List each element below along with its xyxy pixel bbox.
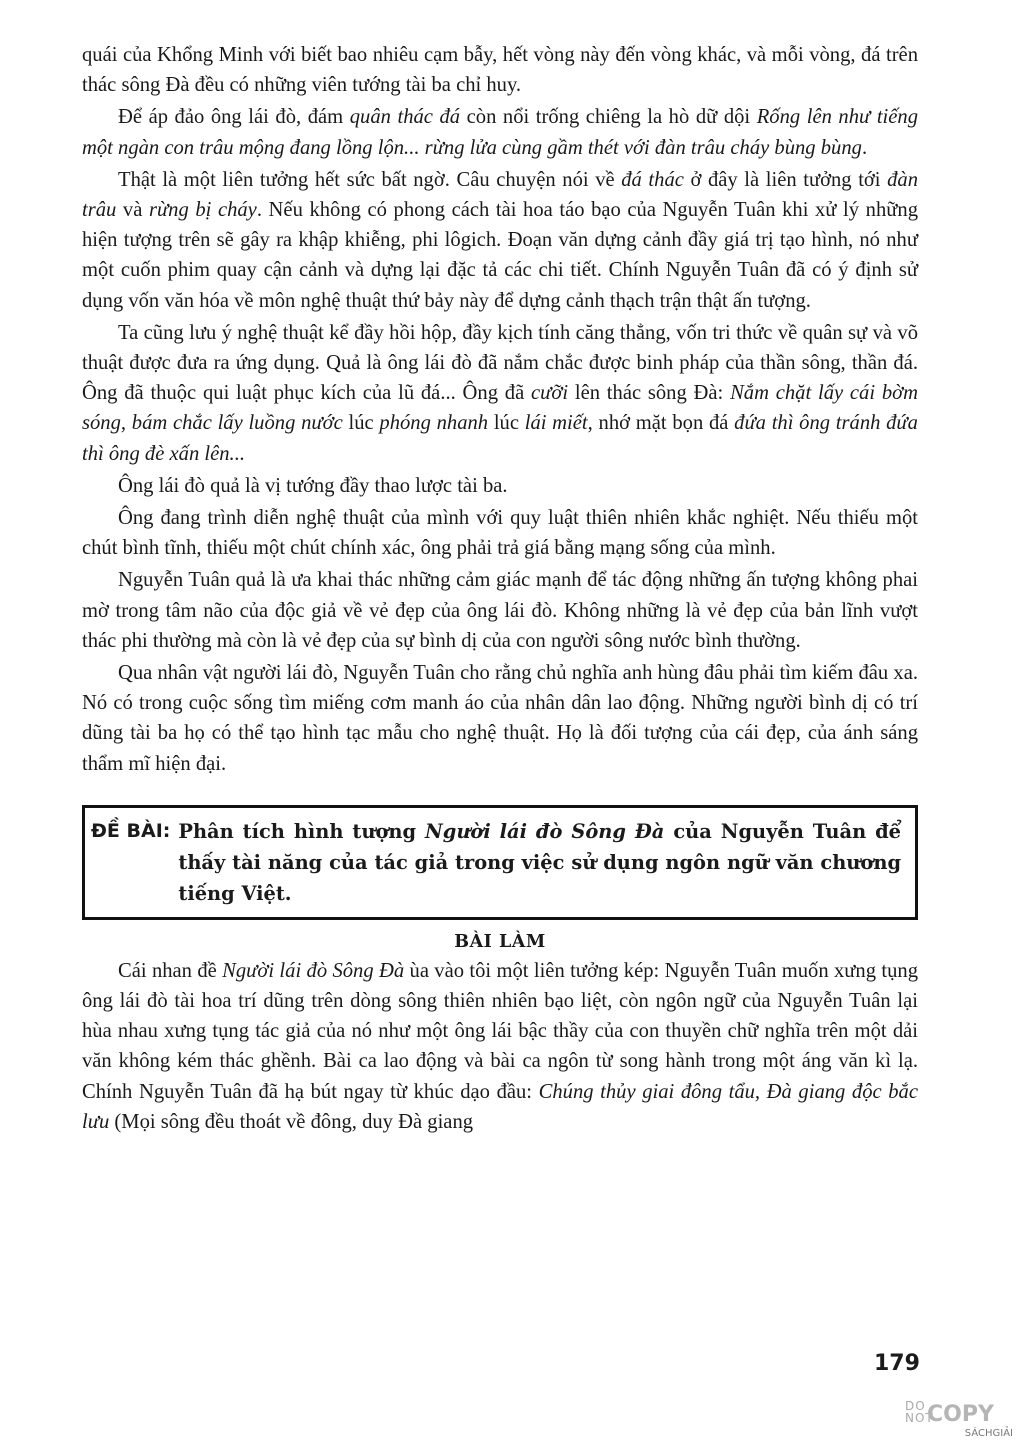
paragraph: [82, 503, 918, 563]
text-run: lên thác sông Đà:: [568, 382, 731, 405]
paragraph: [82, 102, 918, 162]
italic-run: lái miết: [524, 412, 588, 435]
watermark-brand: SÁCHGIẢI: [964, 1428, 1013, 1439]
italic-run: Chúng thủy giai đông tẩu, Đà giang độc bắc lưu: [82, 1080, 918, 1133]
paragraph: [82, 165, 918, 316]
italic-run: rừng bị cháy: [148, 199, 257, 222]
text-run: .: [861, 136, 868, 159]
italic-run: Rống lên như tiếng một ngàn con trâu mộng đang lồng lộn... rừng lửa cùng gầm thét với đàn trâu cháy bùng bùng: [82, 106, 918, 159]
italic-run: đứa thì ông tránh đứa thì ông đè xấn lên...: [82, 412, 918, 465]
text-run: Nguyễn Tuân quả là ưa khai thác những cảm giác mạnh để tác động những ấn tượng không phai mờ trong tâm não của độc giả về vẻ đẹp của ông lái đò. Không những là vẻ đẹp của bản lĩnh vượt thác phi thường mà còn là vẻ đẹp của sự bình dị của con người sông nước bình thường.: [82, 569, 918, 652]
body-text-bottom: [82, 956, 918, 1137]
italic-run: Người lái đò Sông Đà: [222, 959, 405, 982]
text-run: . Nếu không có phong cách tài hoa táo bạo của Nguyễn Tuân khi xử lý những hiện tượng trên sẽ gây ra khập khiễng, phi lôgich. Đoạn văn dựng cảnh đầy giá trị tạo hình, nó như một cuốn phim quay cận cảnh và dựng lại đặc tả các chi tiết. Chính Nguyễn Tuân đã có ý định sử dụng vốn văn hóa về môn nghệ thuật thứ bảy này để dựng cảnh thạch trận thật ấn tượng.: [82, 199, 918, 312]
page-number: 179: [874, 1351, 920, 1376]
paragraph: [82, 956, 918, 1137]
text-run: lúc: [488, 412, 525, 435]
watermark-line-1: DO: [905, 1399, 926, 1413]
text-run: Phân tích hình tượng: [178, 819, 426, 843]
watermark-line-2: NOT: [905, 1411, 934, 1425]
exercise-prompt: [178, 816, 901, 909]
text-run: Thật là một liên tưởng hết sức bất ngờ. Câu chuyện nói về: [118, 168, 622, 191]
italic-run: đá thác: [621, 168, 684, 191]
paragraph: [82, 471, 918, 501]
italic-run: đàn trâu: [82, 168, 919, 222]
paragraph: [82, 40, 918, 100]
text-run: Qua nhân vật người lái đò, Nguyễn Tuân cho rằng chủ nghĩa anh hùng đâu phải tìm kiếm đâu xa. Nó có trong cuộc sống tìm miếng cơm manh áo của nhân dân lao động. Những người bình dị có trí dũng tài ba họ có thể tạo hình tạc mẫu cho nghệ thuật. Họ là đối tượng của cái đẹp, của ánh sáng thẩm mĩ hiện đại.: [82, 662, 918, 775]
paragraph: [82, 658, 918, 779]
text-run: ở đây là liên tưởng tới: [683, 168, 888, 191]
paragraph: [82, 565, 918, 656]
text-run: và: [116, 199, 149, 222]
text-run: Cái nhan đề: [118, 959, 223, 982]
italic-run: phóng nhanh: [379, 412, 489, 435]
section-heading: BÀI LÀM: [454, 931, 546, 952]
italic-run: Người lái đò Sông Đà: [425, 819, 665, 843]
text-run: lúc: [342, 412, 380, 435]
text-run: quái của Khổng Minh với biết bao nhiêu cạm bẫy, hết vòng này đến vòng khác, và mỗi vòng, đá trên thác sông Đà đều có những viên tướng tài ba chỉ huy.: [82, 44, 918, 97]
watermark: [905, 1400, 1017, 1444]
text-run: (Mọi sông đều thoát về đông, duy Đà giang: [109, 1110, 474, 1133]
italic-run: quân thác đá: [349, 106, 461, 129]
text-run: Ta cũng lưu ý nghệ thuật kể đầy hồi hộp, đầy kịch tính căng thẳng, vốn tri thức về quân sự và võ thuật được đưa ra ứng dụng. Quả là ông lái đò đã nắm chắc được binh pháp của thần sông, thần đá. Ông đã thuộc qui luật phục kích của lũ đá... Ông đã: [82, 321, 918, 405]
text-run: Ông lái đò quả là vị tướng đầy thao lược tài ba.: [118, 474, 508, 497]
italic-run: Nắm chặt lấy cái bờm sóng, bám chắc lấy luồng nước: [82, 382, 918, 435]
text-run: , nhớ mặt bọn đá: [587, 412, 735, 435]
text-run: Ông đang trình diễn nghệ thuật của mình với quy luật thiên nhiên khắc nghiệt. Nếu thiếu một chút bình tĩnh, thiếu một chút chính xác, ông phải trả giá bằng mạng sống của mình.: [82, 507, 918, 560]
italic-run: cưỡi: [531, 382, 569, 405]
text-run: Để áp đảo ông lái đò, đám: [118, 106, 350, 129]
paragraph: [82, 318, 918, 469]
page-body: [82, 40, 918, 1137]
exercise-label: ĐỀ BÀI:: [91, 819, 171, 842]
text-run: ùa vào tôi một liên tưởng kép: Nguyễn Tuân muốn xưng tụng ông lái đò tài hoa trí dũng trên dòng sông thiên nhiên bạo liệt, còn ngôn ngữ của Nguyễn Tuân lại hùa nhau xưng tụng tác giả của nó như một ông lái bậc thầy của con thuyền chữ nghĩa trên một dải văn không kém thác ghềnh. Bài ca lao động và bài ca ngôn từ song hành trong một áng văn kì lạ. Chính Nguyễn Tuân đã hạ bút ngay từ khúc dạo đầu:: [82, 959, 918, 1103]
exercise-box: [82, 805, 918, 920]
text-run: của Nguyễn Tuân để thấy tài năng của tác giả trong việc sử dụng ngôn ngữ văn chương tiếng Việt.: [178, 819, 901, 905]
body-text-top: [82, 40, 918, 779]
watermark-copy: COPY: [927, 1402, 994, 1427]
text-run: còn nổi trống chiêng la hò dữ dội: [460, 106, 757, 129]
